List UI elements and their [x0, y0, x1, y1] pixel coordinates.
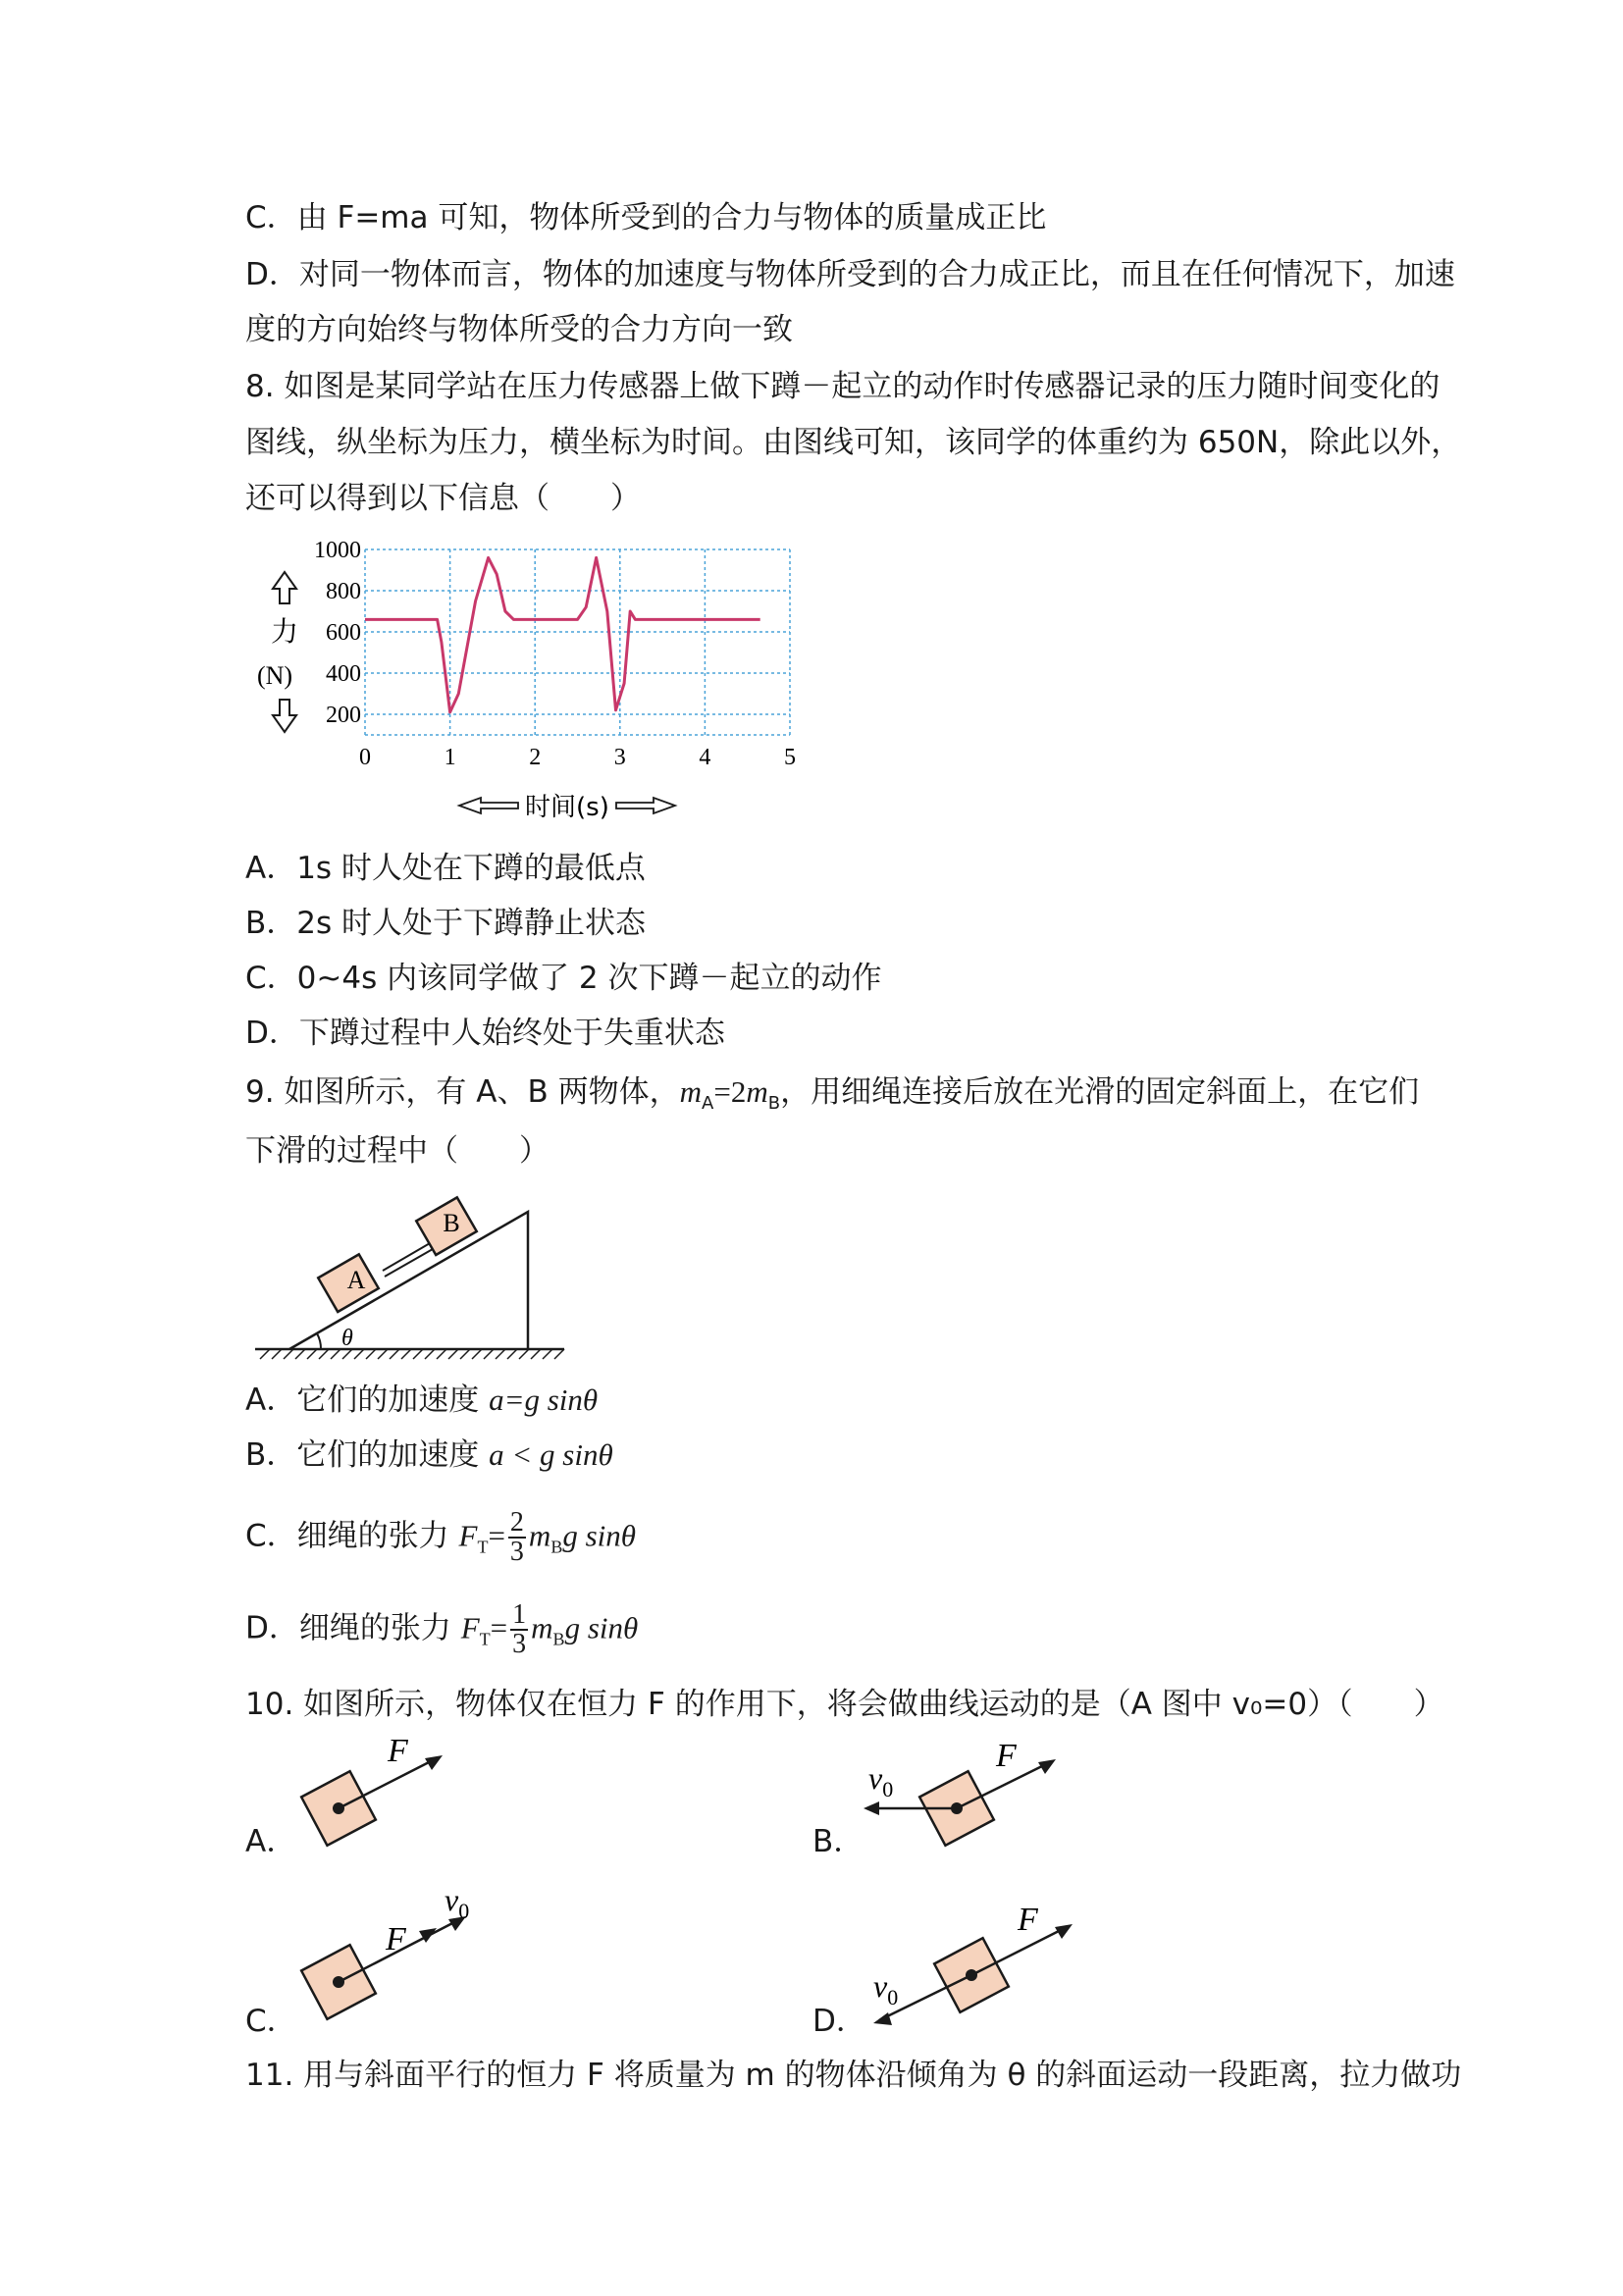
- x-tick-label: 5: [784, 745, 796, 770]
- x-tick-label: 3: [613, 745, 626, 770]
- q9-option-b: B．它们的加速度 a < g sinθ: [245, 1437, 613, 1473]
- fraction-two-thirds: $\frac{2}{3}$: [509, 1507, 524, 1567]
- y-tick-label: 1000: [314, 538, 361, 563]
- q8-stem-line1: 8. 如图是某同学站在压力传感器上做下蹲－起立的动作时传感器记录的压力随时间变化的: [245, 369, 1440, 404]
- force-label: F: [1018, 1902, 1038, 1938]
- q7-option-d-line1: D．对同一物体而言，物体的加速度与物体所受到的合力成正比，而且在任何情况下，加速: [245, 257, 1455, 292]
- y-axis-label-char: 力: [270, 615, 299, 648]
- force-label: F: [996, 1738, 1017, 1774]
- q9-option-d: D．细绳的张力 $F_T=$ $\frac{1}{3}$ $m_Bg$ sinθ: [245, 1599, 639, 1659]
- down-arrow-icon: [273, 700, 296, 732]
- x-axis-label-text: 时间(s): [525, 793, 609, 822]
- q9-stem-line2: 下滑的过程中（ ）: [245, 1133, 550, 1169]
- ground-hatch: [260, 1349, 564, 1359]
- left-arrow-icon: [459, 798, 518, 813]
- block-b-label: B: [443, 1209, 460, 1237]
- x-tick-labels: [359, 745, 796, 770]
- angle-arc: [317, 1333, 321, 1349]
- q9-option-c: C．细绳的张力 $F_T=$ $\frac{2}{3}$ $m_Bg$ sinθ: [245, 1507, 636, 1567]
- y-tick-label: 800: [326, 579, 361, 604]
- q7-option-d-line2: 度的方向始终与物体所受的合力方向一致: [245, 312, 793, 347]
- q8-option-b: B．2s 时人处于下蹲静止状态: [245, 906, 646, 941]
- y-axis-label: [257, 572, 298, 732]
- theta-label: θ: [341, 1326, 353, 1351]
- q10-option-a-label: A．: [245, 1824, 297, 1859]
- x-axis-label: [459, 793, 675, 822]
- q8-option-c: C．0~4s 内该同学做了 2 次下蹲－起立的动作: [245, 961, 882, 996]
- y-tick-labels: [314, 538, 361, 728]
- force-label: F: [386, 1921, 406, 1957]
- q8-stem-line2: 图线，纵坐标为压力，横坐标为时间。由图线可知，该同学的体重约为 650N，除此以外，: [245, 425, 1462, 460]
- q8-option-a: A．1s 时人处在下蹲的最低点: [245, 851, 646, 886]
- velocity-label: $v_0$: [873, 1968, 899, 2009]
- chart-grid: [365, 549, 790, 735]
- force-series-line: [365, 557, 760, 712]
- q10-diagram-d: [864, 1899, 1089, 2026]
- incline-diagram: [250, 1192, 574, 1369]
- fraction-one-third: $\frac{1}{3}$: [512, 1599, 527, 1659]
- q7-option-c: C．由 F=ma 可知，物体所受到的合力与物体的质量成正比: [245, 200, 1047, 235]
- y-axis-label-unit: (N): [256, 661, 293, 690]
- q10-diagram-b: [854, 1732, 1070, 1859]
- q11-stem: 11. 用与斜面平行的恒力 F 将质量为 m 的物体沿倾角为 θ 的斜面运动一段距离，拉力做功: [245, 2058, 1462, 2093]
- up-arrow-icon: [273, 572, 296, 603]
- q10-option-c-label: C．: [245, 2004, 297, 2039]
- velocity-label: $v_0$: [445, 1882, 470, 1923]
- y-tick-label: 400: [326, 661, 361, 687]
- x-tick-label: 0: [359, 745, 371, 770]
- q10-diagram-c: [289, 1879, 505, 2026]
- q9-stem-line1: 9. 如图所示，有 A、B 两物体，$m_A=2m_B$，用细绳连接后放在光滑的固定斜面上，在它们: [245, 1074, 1420, 1115]
- q10-stem: 10. 如图所示，物体仅在恒力 F 的作用下，将会做曲线运动的是（A 图中 v₀=0）（ ）: [245, 1687, 1444, 1722]
- y-tick-label: 200: [326, 703, 361, 728]
- force-time-chart: [245, 535, 824, 829]
- x-tick-label: 2: [529, 745, 542, 770]
- y-tick-label: 600: [326, 620, 361, 646]
- q9-option-a: A．它们的加速度 a=g sinθ: [245, 1383, 599, 1418]
- q10-option-b-label: B．: [812, 1824, 864, 1859]
- velocity-label: $v_0$: [868, 1760, 894, 1801]
- force-label: F: [388, 1733, 408, 1769]
- q10-option-d-label: D．: [812, 2004, 866, 2039]
- q8-stem-line3: 还可以得到以下信息（ ）: [245, 481, 641, 516]
- block-a-label: A: [346, 1266, 366, 1294]
- x-tick-label: 1: [444, 745, 456, 770]
- q10-diagram-a: [289, 1732, 466, 1859]
- right-arrow-icon: [616, 798, 675, 813]
- q8-option-d: D．下蹲过程中人始终处于失重状态: [245, 1016, 725, 1051]
- x-tick-label: 4: [699, 745, 711, 770]
